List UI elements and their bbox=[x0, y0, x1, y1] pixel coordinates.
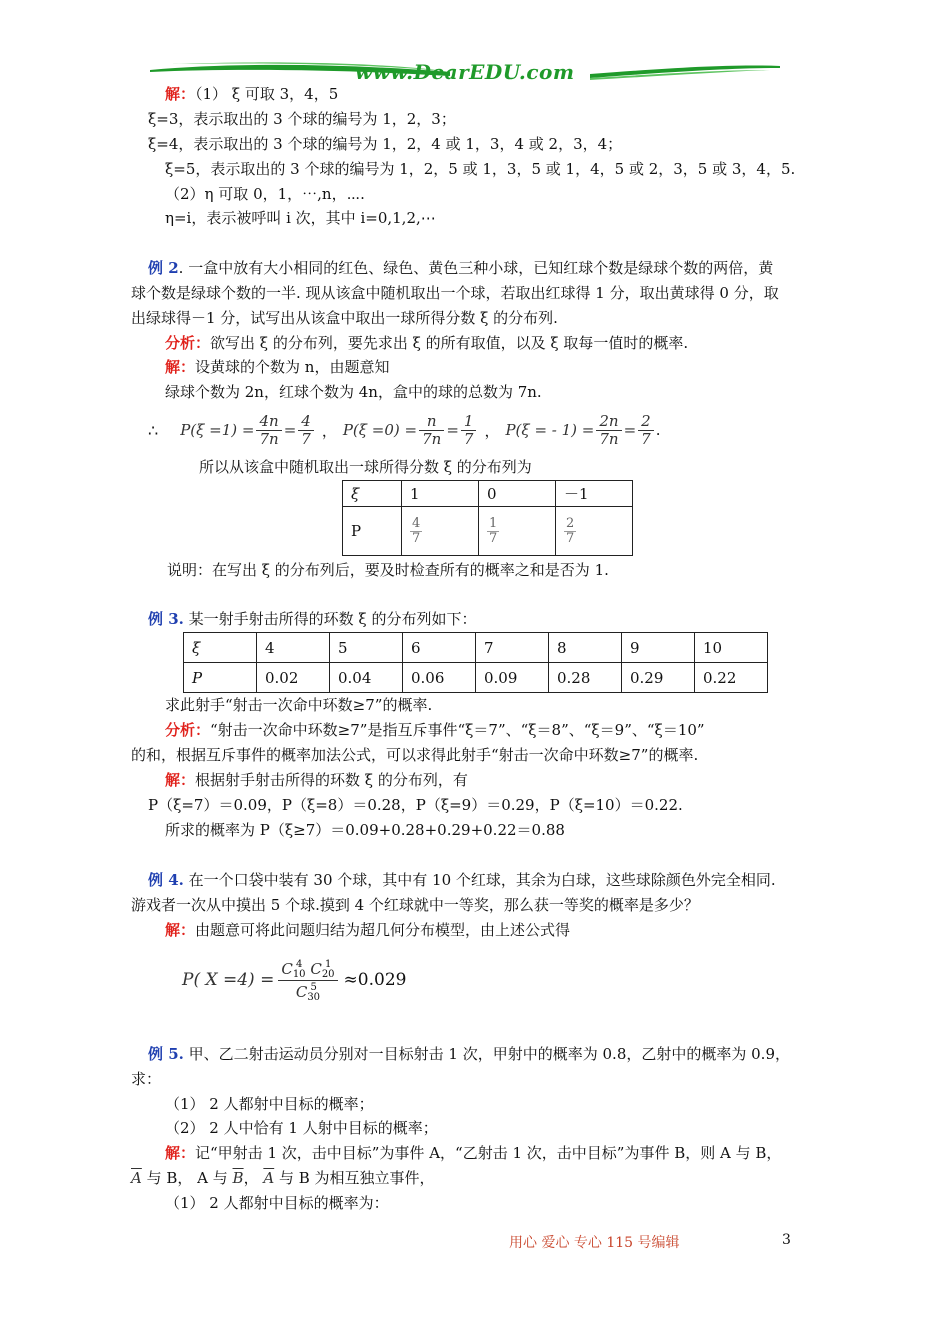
table-cell: 0.06 bbox=[403, 663, 476, 693]
ex2-s3: 所以从该盒中随机取出一球所得分数 ξ 的分布列为 bbox=[199, 458, 532, 476]
ex5-s3: （1） 2 人都射中目标的概率为： bbox=[165, 1194, 389, 1212]
s1-line4: ξ=5，表示取出的 3 个球的编号为 1，2，5 或 1，3，5 或 1，4，5 或 2，3，5 或 3，4，5. bbox=[165, 160, 796, 178]
therefore-sign: ∴ bbox=[148, 420, 159, 440]
ex2-s1: 设黄球的个数为 n，由题意知 bbox=[195, 358, 390, 376]
ex2-f2-lhs: P(ξ =0) = bbox=[342, 421, 418, 439]
table-cell: －1 bbox=[556, 481, 633, 507]
s1-line3: ξ=4，表示取出的 3 个球的编号为 1，2，4 或 1，3，4 或 2，3，4； bbox=[148, 135, 623, 153]
table-cell: ξ bbox=[184, 633, 257, 663]
ex4-q2: 游戏者一次从中摸出 5 个球.摸到 4 个红球就中一等奖，那么获一等奖的概率是多少？ bbox=[131, 896, 699, 914]
ex5-s2-e: 与 B 为相互独立事件， bbox=[274, 1169, 435, 1187]
ex3-a1: “射击一次命中环数≥7”是指互斥事件“ξ＝7”、“ξ＝8”、“ξ＝9”、“ξ＝10” bbox=[210, 721, 705, 739]
table-cell: 7 bbox=[476, 633, 549, 663]
table-cell: 0 bbox=[479, 481, 556, 507]
ex2-note: 说明：在写出 ξ 的分布列后，要及时检查所有的概率之和是否为 1. bbox=[167, 561, 609, 579]
ex2-q1: . 一盒中放有大小相同的红色、绿色、黄色三种小球，已知红球个数是绿球个数的两倍，黄 bbox=[178, 259, 774, 277]
table-cell: $\frac{4}{7}$ bbox=[402, 507, 479, 556]
table-cell: 0.22 bbox=[695, 663, 768, 693]
ex3-solve-label: 解： bbox=[165, 771, 196, 789]
table-cell: 0.04 bbox=[330, 663, 403, 693]
ex5-label: 例 5. bbox=[148, 1045, 184, 1063]
ex5-p1: （1） 2 人都射中目标的概率； bbox=[165, 1095, 374, 1113]
table-cell: 9 bbox=[622, 633, 695, 663]
ex2-f2-frac-a: $\frac{n}{7n}$ bbox=[419, 413, 444, 448]
ex2-f3-lhs: P(ξ = - 1) = bbox=[505, 421, 595, 439]
ex5-s2: 与 B， A 与 bbox=[141, 1169, 233, 1187]
ex5-s2-d: $\overline{A}$ bbox=[263, 1169, 275, 1187]
ex4-formula-frac: C 4 10 C 1 20 C 5 30 bbox=[278, 958, 337, 1003]
ex2-distribution-table bbox=[342, 480, 633, 556]
ex4-q1: 在一个口袋中装有 30 个球，其中有 10 个红球，其余为白球，这些球除颜色外完全相同. bbox=[183, 871, 776, 889]
ex5-s2-c: ， bbox=[243, 1169, 264, 1187]
ex5-s2-a: $\overline{A}$ bbox=[131, 1169, 142, 1187]
ex4-formula bbox=[182, 955, 406, 1005]
ex2-analysis: 欲写出 ξ 的分布列，要先求出 ξ 的所有取值，以及 ξ 取每一值时的概率. bbox=[210, 334, 689, 352]
ex2-f3-frac-b: $\frac{2}{7}$ bbox=[638, 413, 654, 448]
ex2-label: 例 2 bbox=[148, 259, 179, 277]
table-cell: 5 bbox=[330, 633, 403, 663]
table-cell: 6 bbox=[403, 633, 476, 663]
ex4-s1: 由题意可将此问题归结为超几何分布模型，由上述公式得 bbox=[195, 921, 571, 939]
ex2-f1-frac-b: $\frac{4}{7}$ bbox=[298, 413, 314, 448]
s1-line5: （2）η 可取 0，1，⋯,n，⋯. bbox=[165, 185, 365, 203]
table-cell: $\frac{2}{7}$ bbox=[556, 507, 633, 556]
table-cell: 0.29 bbox=[622, 663, 695, 693]
ex3-label: 例 3. bbox=[148, 610, 184, 628]
table-cell: 0.28 bbox=[549, 663, 622, 693]
ex3-ask: 求此射手“射击一次命中环数≥7”的概率. bbox=[165, 696, 433, 714]
ex5-solve-label: 解： bbox=[165, 1144, 196, 1162]
ex3-s3: 所求的概率为 P（ξ≥7）＝0.09+0.28+0.29+0.22＝0.88 bbox=[165, 821, 565, 839]
ex2-f1-lhs: P(ξ =1) = bbox=[180, 421, 255, 439]
ex5-q2: 求： bbox=[131, 1070, 162, 1088]
table-cell: 10 bbox=[695, 633, 768, 663]
ex2-q2: 球个数是绿球个数的一半. 现从该盒中随机取出一个球，若取出红球得 1 分，取出黄球得 0 分，取 bbox=[131, 284, 779, 302]
s1-line1: （1） ξ 可取 3，4，5 bbox=[195, 85, 339, 103]
ex3-analysis-label: 分析： bbox=[165, 721, 211, 739]
page-number: 3 bbox=[782, 1232, 791, 1248]
table-cell: 1 bbox=[402, 481, 479, 507]
ex3-s1: 根据射手射击所得的环数 ξ 的分布列，有 bbox=[195, 771, 468, 789]
ex5-q1: 甲、乙二射击运动员分别对一目标射击 1 次，甲射中的概率为 0.8，乙射中的概率为 0.9， bbox=[183, 1045, 790, 1063]
solve-label: 解： bbox=[165, 85, 196, 103]
ex2-s2: 绿球个数为 2n，红球个数为 4n，盒中的球的总数为 7n. bbox=[165, 383, 542, 401]
ex2-formula: ∴ P(ξ =1) = $\frac{4n}{7n}$ = $\frac{4}{7}$ ， P(ξ =0) = $\frac{n}{7n}$ = $\frac{1}{7}$ ， P(ξ = - 1) = $\frac{2n}{7n}$ = $\frac{2}{7}$ . bbox=[148, 411, 661, 448]
ex2-f2-frac-b: $\frac{1}{7}$ bbox=[461, 413, 477, 448]
ex5-p2: （2） 2 人中恰有 1 人射中目标的概率； bbox=[165, 1119, 438, 1137]
ex3-distribution-table bbox=[183, 632, 768, 693]
table-cell: 8 bbox=[549, 633, 622, 663]
ex3-a2: 的和，根据互斥事件的概率加法公式，可以求得此射手“射击一次命中环数≥7”的概率. bbox=[131, 746, 699, 764]
table-cell: 0.09 bbox=[476, 663, 549, 693]
ex4-formula-lhs: P( X =4) = bbox=[182, 970, 275, 990]
s1-line2: ξ=3，表示取出的 3 个球的编号为 1，2，3； bbox=[148, 110, 456, 128]
table-cell: P bbox=[343, 507, 402, 556]
ex5-s2-b: $\overline{B}$ bbox=[232, 1169, 244, 1187]
ex2-solve-label: 解： bbox=[165, 358, 196, 376]
table-cell: ξ bbox=[343, 481, 402, 507]
table-cell: $\frac{1}{7}$ bbox=[479, 507, 556, 556]
ex4-result: ≈0.029 bbox=[343, 970, 407, 990]
ex2-q3: 出绿球得－1 分，试写出从该盒中取出一球所得分数 ξ 的分布列. bbox=[131, 309, 558, 327]
footer-motto: 用心 爱心 专心 115 号编辑 bbox=[509, 1235, 680, 1251]
ex4-solve-label: 解： bbox=[165, 921, 196, 939]
site-url[interactable]: www.DearEDU.com bbox=[355, 60, 575, 84]
ex4-label: 例 4. bbox=[148, 871, 184, 889]
ex2-f3-frac-a: $\frac{2n}{7n}$ bbox=[596, 413, 621, 448]
ex3-s2: P（ξ=7）＝0.09，P（ξ=8）＝0.28，P（ξ=9）＝0.29，P（ξ=10）＝0.22. bbox=[148, 796, 683, 814]
ex5-s1: 记“甲射击 1 次，击中目标”为事件 A，“乙射击 1 次，击中目标”为事件 B，则 A 与 B， bbox=[195, 1144, 782, 1162]
table-cell: 0.02 bbox=[257, 663, 330, 693]
s1-line6: η=i，表示被呼叫 i 次，其中 i=0,1,2,⋯ bbox=[165, 209, 436, 227]
ex2-f1-frac-a: $\frac{4n}{7n}$ bbox=[256, 413, 281, 448]
ex2-analysis-label: 分析： bbox=[165, 334, 211, 352]
table-cell: P bbox=[184, 663, 257, 693]
table-cell: 4 bbox=[257, 633, 330, 663]
ex3-q: 某一射手射击所得的环数 ξ 的分布列如下： bbox=[183, 610, 477, 628]
